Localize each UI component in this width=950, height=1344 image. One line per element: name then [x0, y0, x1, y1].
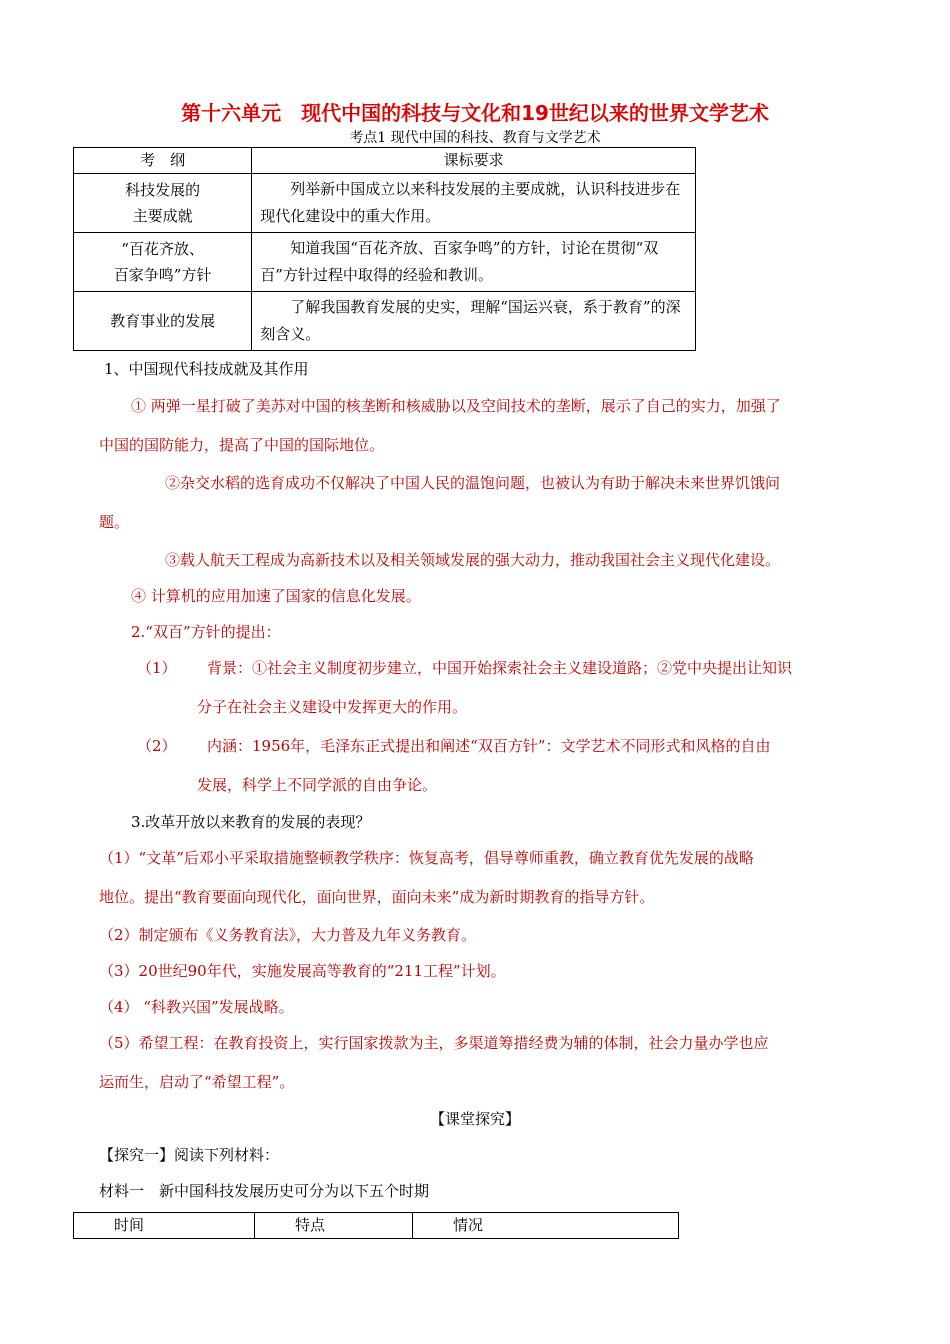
item-line: （2）制定颁布《义务教育法》，大力普及九年义务教育。	[99, 926, 477, 944]
table-header-row	[74, 148, 696, 174]
item-line: 运而生，启动了“希望工程”。	[99, 1073, 295, 1091]
point-line: ③载人航天工程成为高新技术以及相关领域发展的强大动力，推动我国社会主义现代化建设。	[165, 551, 781, 569]
material-label: 材料一 新中国科技发展历史可分为以下五个时期	[99, 1182, 430, 1200]
table-cell-topic: “百花齐放、 百家争鸣”方针	[74, 233, 252, 292]
item-line: （4） “科教兴国”发展战略。	[99, 998, 294, 1016]
point-line: 中国的国防能力，提高了中国的国际地位。	[99, 436, 385, 454]
item-line: （3）20世纪90年代，实施发展高等教育的“211工程”计划。	[99, 962, 506, 980]
table-cell-requirement: 列举新中国成立以来科技发展的主要成就，认识科技进步在现代化建设中的重大作用。	[252, 174, 696, 233]
table-row	[74, 292, 696, 351]
table-header-row	[74, 1213, 679, 1239]
point-line: ④ 计算机的应用加速了国家的信息化发展。	[131, 587, 421, 605]
section-heading: 1、中国现代科技成就及其作用	[104, 360, 309, 378]
section-heading: 2.“双百”方针的提出：	[131, 623, 281, 641]
outline-table	[73, 147, 696, 351]
table-header-cell: 课标要求	[252, 148, 696, 174]
item-number: （2）	[137, 737, 177, 755]
page-title: 第十六单元 现代中国的科技与文化和19世纪以来的世界文学艺术	[181, 101, 769, 125]
table-header-cell: 考 纲	[74, 148, 252, 174]
table-row	[74, 174, 696, 233]
item-line: 内涵：1956年，毛泽东正式提出和阐述“双百方针”：文学艺术不同形式和风格的自由	[207, 737, 771, 755]
item-number: （1）	[137, 659, 177, 677]
point-line: ① 两弹一星打破了美苏对中国的核垄断和核威胁以及空间技术的垄断，展示了自己的实力，加强了	[131, 397, 781, 415]
table-header-cell: 特点	[255, 1213, 413, 1239]
item-line: 分子在社会主义建设中发挥更大的作用。	[197, 698, 468, 716]
table-cell-topic: 科技发展的 主要成就	[74, 174, 252, 233]
section-heading: 3.改革开放以来教育的发展的表现？	[131, 813, 371, 831]
table-header-cell: 情况	[413, 1213, 679, 1239]
item-line: （5）希望工程：在教育投资上，实行国家拨款为主，多渠道筹措经费为辅的体制，社会力量办学也应	[99, 1034, 769, 1052]
point-line: ②杂交水稻的选育成功不仅解决了中国人民的温饱问题，也被认为有助于解决未来世界饥饿问	[165, 474, 781, 492]
point-line: 题。	[99, 513, 130, 531]
item-line: （1）“文革”后邓小平采取措施整顿教学秩序：恢复高考，倡导尊师重教，确立教育优先发展的战略	[99, 849, 754, 867]
item-line: 发展，科学上不同学派的自由争论。	[197, 776, 438, 794]
table-cell-requirement: 了解我国教育发展的史实，理解“国运兴衰，系于教育”的深刻含义。	[252, 292, 696, 351]
table-cell-requirement: 知道我国“百花齐放、百家争鸣”的方针，讨论在贯彻“双百”方针过程中取得的经验和教训。	[252, 233, 696, 292]
page-subtitle: 考点1 现代中国的科技、教育与文学艺术	[349, 130, 601, 146]
item-line: 地位。提出“教育要面向现代化，面向世界，面向未来”成为新时期教育的指导方针。	[99, 888, 655, 906]
classroom-heading: 【课堂探究】	[429, 1110, 520, 1128]
table-row	[74, 233, 696, 292]
table-header-cell: 时间	[74, 1213, 255, 1239]
table-cell-topic: 教育事业的发展	[74, 292, 252, 351]
period-table	[73, 1212, 679, 1239]
inquiry-heading: 【探究一】阅读下列材料：	[99, 1146, 280, 1164]
item-line: 背景：①社会主义制度初步建立，中国开始探索社会主义建设道路；②党中央提出让知识	[207, 659, 793, 677]
